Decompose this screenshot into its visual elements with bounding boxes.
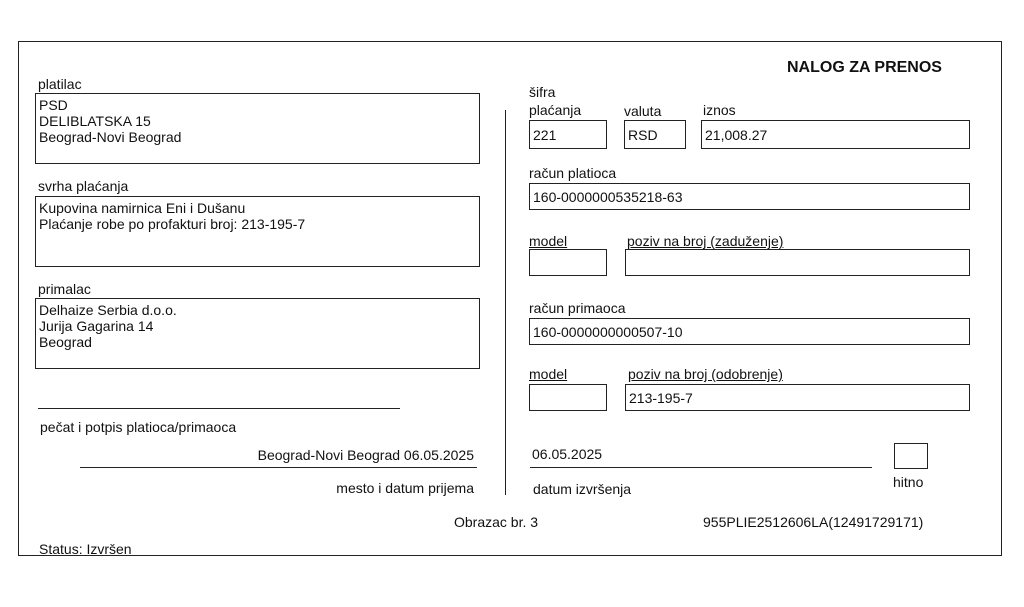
currency-value: RSD bbox=[628, 127, 658, 143]
debit-reference-value bbox=[626, 250, 969, 253]
purpose-label: svrha plaćanja bbox=[38, 178, 129, 194]
urgent-checkbox[interactable] bbox=[894, 443, 928, 469]
payer-value: PSD DELIBLATSKA 15 Beograd-Novi Beograd bbox=[39, 97, 182, 145]
credit-reference-label: poziv na broj (odobrenje) bbox=[628, 366, 783, 382]
payer-account-value: 160-0000000535218-63 bbox=[533, 189, 683, 205]
amount-value: 21,008.27 bbox=[705, 127, 768, 143]
credit-reference-value: 213-195-7 bbox=[629, 390, 693, 406]
signature-label: pečat i potpis platioca/primaoca bbox=[40, 419, 237, 435]
amount-field[interactable] bbox=[701, 120, 970, 149]
recipient-value: Delhaize Serbia d.o.o. Jurija Gagarina 14 Beograd bbox=[39, 302, 177, 350]
payer-account-label: račun platioca bbox=[529, 165, 617, 181]
execution-date-value: 06.05.2025 bbox=[532, 446, 603, 462]
urgent-label: hitno bbox=[893, 474, 924, 490]
recipient-account-label: račun primaoca bbox=[529, 300, 626, 316]
payment-code-field[interactable] bbox=[529, 120, 607, 149]
form-title: NALOG ZA PRENOS bbox=[787, 59, 942, 76]
signature-line bbox=[38, 408, 400, 409]
currency-label: valuta bbox=[624, 103, 662, 119]
credit-reference-field[interactable] bbox=[625, 384, 970, 411]
debit-reference-field[interactable] bbox=[625, 249, 970, 276]
debit-model-field[interactable] bbox=[529, 249, 607, 276]
debit-model-value bbox=[530, 250, 606, 253]
status-text: Status: Izvršen bbox=[39, 541, 132, 557]
place-date-value: Beograd-Novi Beograd 06.05.2025 bbox=[257, 447, 474, 463]
credit-model-value bbox=[530, 385, 606, 388]
credit-model-field[interactable] bbox=[529, 384, 607, 411]
place-date-line bbox=[80, 467, 477, 468]
purpose-field[interactable] bbox=[35, 196, 480, 267]
payment-code-label-2: plaćanja bbox=[529, 102, 582, 118]
form-number: Obrazac br. 3 bbox=[454, 514, 539, 530]
currency-field[interactable] bbox=[624, 120, 686, 149]
amount-label: iznos bbox=[703, 102, 736, 118]
execution-date-label: datum izvršenja bbox=[533, 481, 632, 497]
reference-code: 955PLIE2512606LA(12491729171) bbox=[703, 514, 924, 530]
recipient-field[interactable] bbox=[35, 298, 480, 369]
payer-field[interactable] bbox=[35, 93, 480, 164]
debit-model-label: model bbox=[529, 233, 568, 249]
recipient-account-field[interactable] bbox=[529, 318, 970, 345]
debit-reference-label: poziv na broj (zaduženje) bbox=[627, 233, 784, 249]
place-date-label: mesto i datum prijema bbox=[336, 480, 474, 496]
recipient-label: primalac bbox=[38, 281, 91, 297]
payment-code-label-1: šifra bbox=[529, 84, 556, 100]
payment-code-value: 221 bbox=[533, 127, 557, 143]
recipient-account-value: 160-0000000000507-10 bbox=[533, 324, 683, 340]
purpose-value: Kupovina namirnica Eni i Dušanu Plaćanje robe po profakturi broj: 213-195-7 bbox=[39, 200, 306, 232]
payer-label: platilac bbox=[38, 76, 82, 92]
column-divider bbox=[505, 110, 506, 495]
credit-model-label: model bbox=[529, 366, 568, 382]
payer-account-field[interactable] bbox=[529, 183, 970, 210]
execution-date-line bbox=[530, 467, 872, 468]
